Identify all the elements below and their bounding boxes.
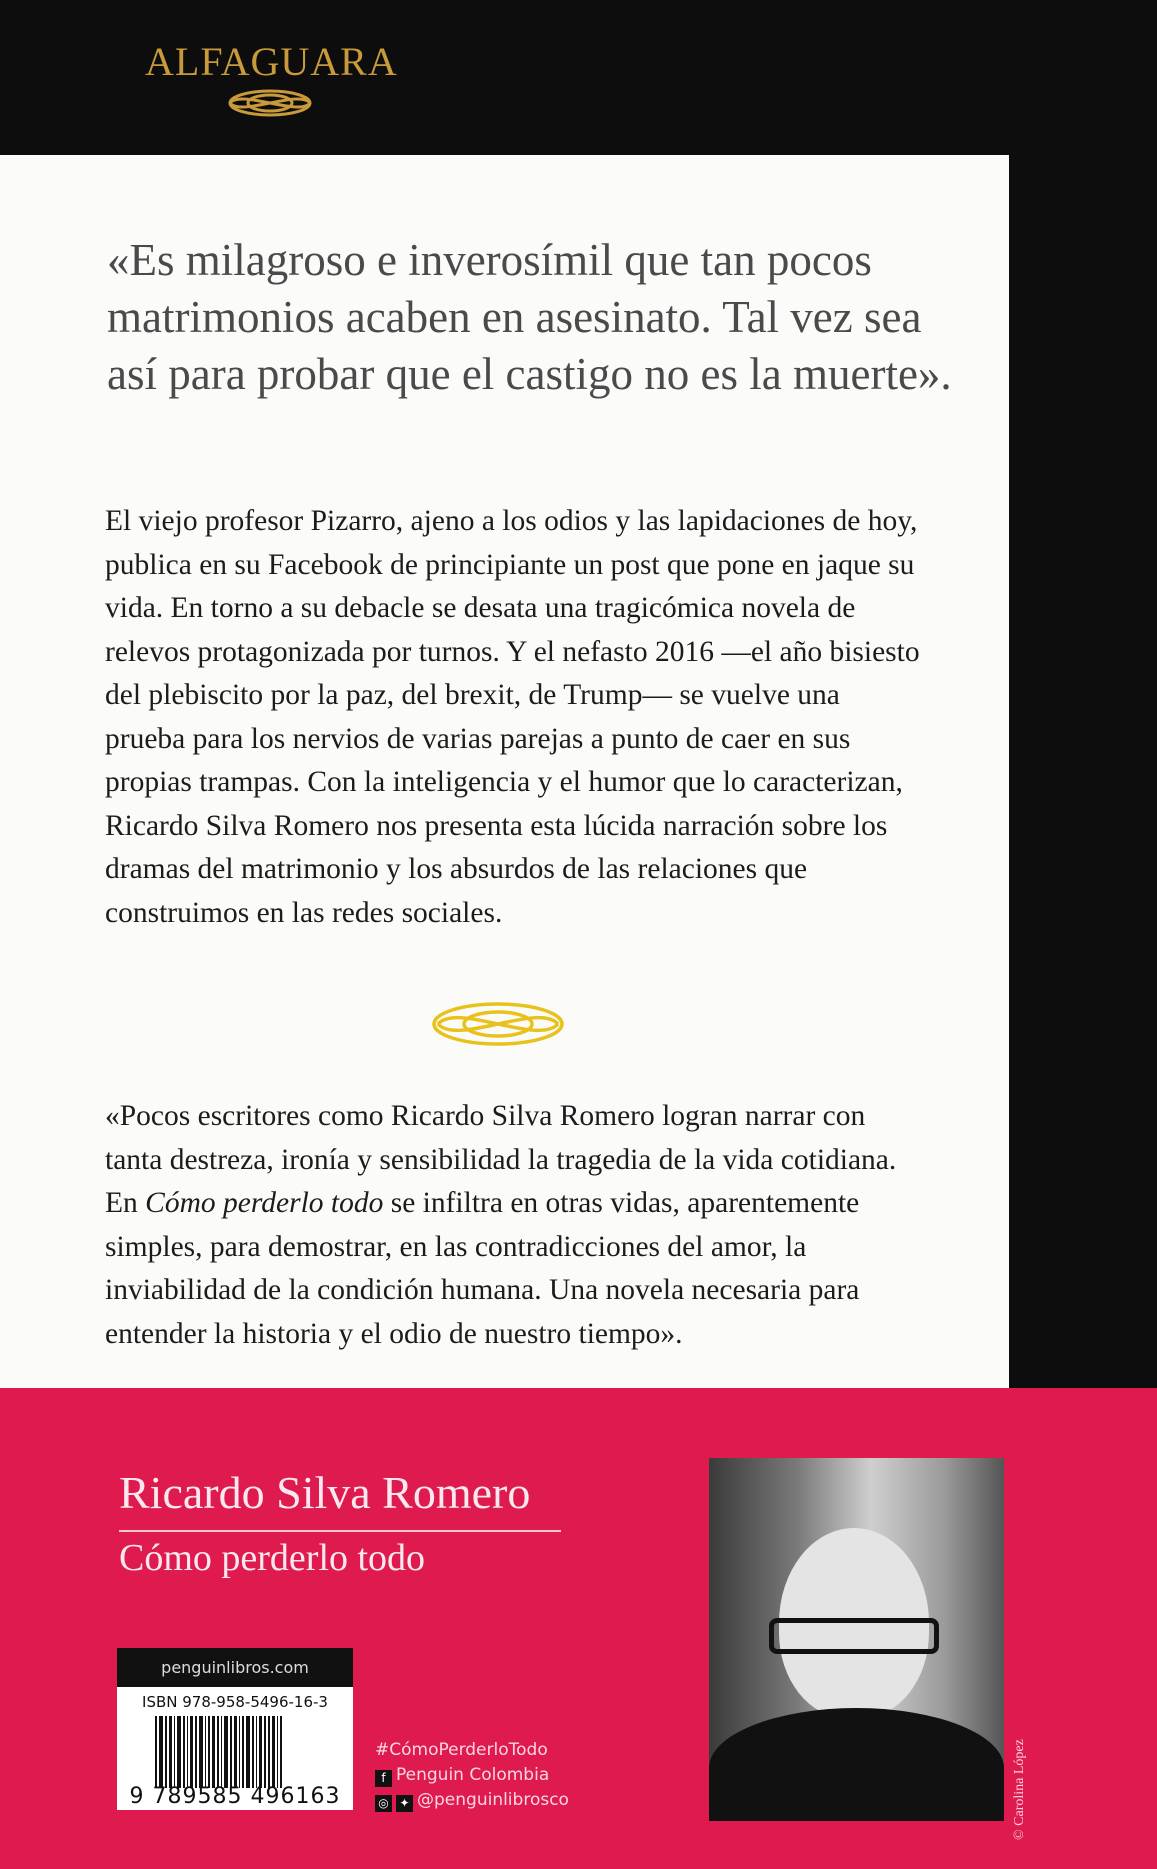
facebook-icon: f [375,1770,392,1787]
photo-credit: © Carolina López [1012,1739,1027,1840]
barcode-box [117,1648,353,1810]
photo-glasses [769,1618,939,1654]
social-handle: @penguinlibrosco [417,1790,569,1810]
hashtag: #CómoPerderloTodo [375,1740,548,1760]
book-title: Cómo perderlo todo [119,1537,426,1579]
logo-text: ALFAGUARA [145,39,398,84]
instagram-icon: ◎ [375,1795,392,1812]
author-name: Ricardo Silva Romero [119,1467,531,1518]
facebook-line [375,1763,569,1788]
review-text-end: se infiltra en otras vidas, aparentemente simples, para demostrar, en las contradicciones del amor, la inviabilidad de la condición humana. Una novela necesaria para entender la historia y el odio de nuestro tiempo». [105,1187,860,1350]
photo-shirt [709,1708,1004,1821]
instagram-twitter-line [375,1788,569,1813]
isbn: ISBN 978-958-5496-16-3 [142,1693,328,1711]
social-links [375,1738,569,1813]
review-text: «Pocos escritores como Ricardo Silva Romero logran narrar con tanta destreza, ironía y sensibilidad la tragedia de la vida cotidiana. En [105,1100,897,1219]
review-quote [105,1095,925,1356]
website: penguinlibros.com [117,1648,353,1687]
publisher-logo [145,38,398,121]
synopsis: El viejo profesor Pizarro, ajeno a los odios y las lapidaciones de hoy, publica en su Facebook de principiante un post que pone en jaque su vida. En torno a su debacle se desata una tragicómica novela de relevos protagonizada por turnos. Y el nefasto 2016 —el año bisiesto del plebiscito por la paz, del brexit, de Trump— se vuelve una prueba para los nervios de varias parejas a punto de caer en sus propias trampas. Con la inteligencia y el humor que lo caracterizan, Ricardo Silva Romero nos presenta esta lúcida narración sobre los dramas del matrimonio y los absurdos de las relaciones que construimos en las redes sociales. [105,505,920,929]
twitter-icon: ✦ [396,1795,413,1812]
review-book-title: Cómo perderlo todo [145,1187,384,1219]
divider [119,1530,561,1532]
epigraph-quote: «Es milagroso e inverosímil que tan pocos matrimonios acaben en asesinato. Tal vez sea así para probar que el castigo no es la muerte». [107,235,952,399]
ean-number: 9 789585 496163 [129,1784,341,1809]
ornament-icon [210,85,330,121]
facebook-name: Penguin Colombia [396,1765,550,1785]
barcode [155,1716,353,1788]
ornament-separator-icon [428,998,568,1050]
author-photo [709,1458,1004,1821]
